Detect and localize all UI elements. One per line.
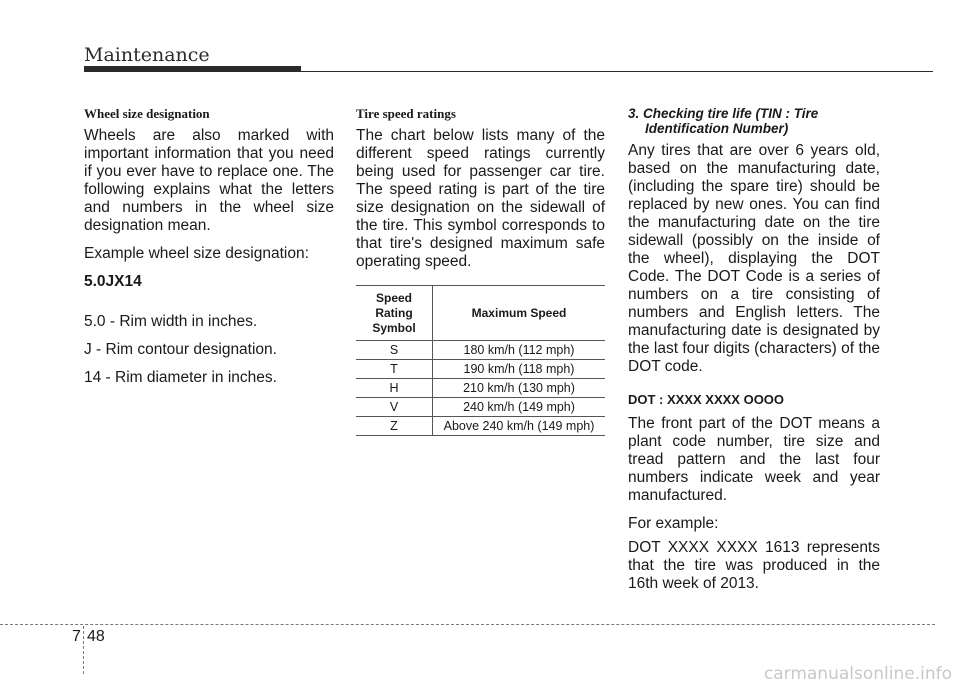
- page-number: 48: [87, 628, 105, 645]
- table-row: [356, 341, 605, 360]
- column-tire-life: [628, 106, 880, 603]
- table-header-symbol: Speed Rating Symbol: [356, 286, 433, 341]
- column-wheel-size: [84, 106, 334, 397]
- table-row: [356, 379, 605, 398]
- wheel-size-item: 5.0 - Rim width in inches.: [84, 313, 258, 330]
- tire-life-intro: Any tires that are over 6 years old, based on the manufacturing date, (including the spare tire) should be replaced by new ones. You can find the manufacturing date on the tire sidewall (possibly on the inside of the wheel), displaying the DOT Code. The DOT Code is a series of numbers on a tire consisting of numbers and English letters. The manufacturing date is designated by the last four digits (characters) of the DOT code.: [628, 142, 880, 375]
- speed-ratings-subhead: Tire speed ratings: [356, 106, 456, 121]
- tire-life-heading-line1: 3. Checking tire life (TIN : Tire: [628, 106, 819, 121]
- wheel-size-example-code: 5.0JX14: [84, 273, 142, 290]
- table-cell-speed: 180 km/h (112 mph): [433, 341, 606, 360]
- wheel-size-example-label: Example wheel size designation:: [84, 245, 309, 262]
- table-cell-speed: 210 km/h (130 mph): [433, 379, 606, 398]
- header-accent-bar: [84, 66, 301, 72]
- table-row: [356, 360, 605, 379]
- tire-life-heading: [628, 106, 880, 136]
- table-cell-symbol: H: [356, 379, 433, 398]
- chapter-number: 7: [72, 628, 81, 645]
- table-cell-symbol: Z: [356, 417, 433, 436]
- table-cell-symbol: V: [356, 398, 433, 417]
- wheel-size-intro: Wheels are also marked with important information that you need if you ever have to replace one. The following explains what the letters and numbers in the wheel size designation mean.: [84, 127, 334, 234]
- table-row: [356, 417, 605, 436]
- table-cell-speed: 240 km/h (149 mph): [433, 398, 606, 417]
- dot-code-format: DOT : XXXX XXXX OOOO: [628, 392, 785, 407]
- wheel-size-item: J - Rim contour designation.: [84, 341, 277, 358]
- table-header-speed: Maximum Speed: [433, 286, 606, 341]
- table-cell-symbol: T: [356, 360, 433, 379]
- table-cell-speed: Above 240 km/h (149 mph): [433, 417, 606, 436]
- header-rule: [301, 71, 933, 72]
- table-row: [356, 398, 605, 417]
- dot-code-explanation: The front part of the DOT means a plant code number, tire size and tread pattern and the last four numbers indicate week and year manufactured.: [628, 415, 880, 504]
- table-cell-speed: 190 km/h (118 mph): [433, 360, 606, 379]
- speed-rating-table: [356, 285, 605, 436]
- footer-dashed-rule: [0, 624, 935, 625]
- column-speed-ratings: [356, 106, 605, 436]
- wheel-size-item: 14 - Rim diameter in inches.: [84, 369, 277, 386]
- example-label: For example:: [628, 515, 719, 532]
- tire-life-heading-line2: Identification Number): [645, 121, 789, 136]
- footer-dashed-divider: [83, 626, 84, 674]
- table-cell-symbol: S: [356, 341, 433, 360]
- table-header-row: [356, 286, 605, 341]
- speed-ratings-intro: The chart below lists many of the different speed ratings currently being used for passenger car tire. The speed rating is part of the tire size designation on the sidewall of the tire. This symbol corresponds to that tire's designed maximum safe operating speed.: [356, 127, 605, 270]
- example-text: DOT XXXX XXXX 1613 represents that the tire was produced in the 16th week of 2013.: [628, 539, 880, 592]
- page-header-title: Maintenance: [84, 44, 210, 66]
- site-watermark: carmanualsonline.info: [763, 664, 952, 684]
- wheel-size-subhead: Wheel size designation: [84, 106, 210, 121]
